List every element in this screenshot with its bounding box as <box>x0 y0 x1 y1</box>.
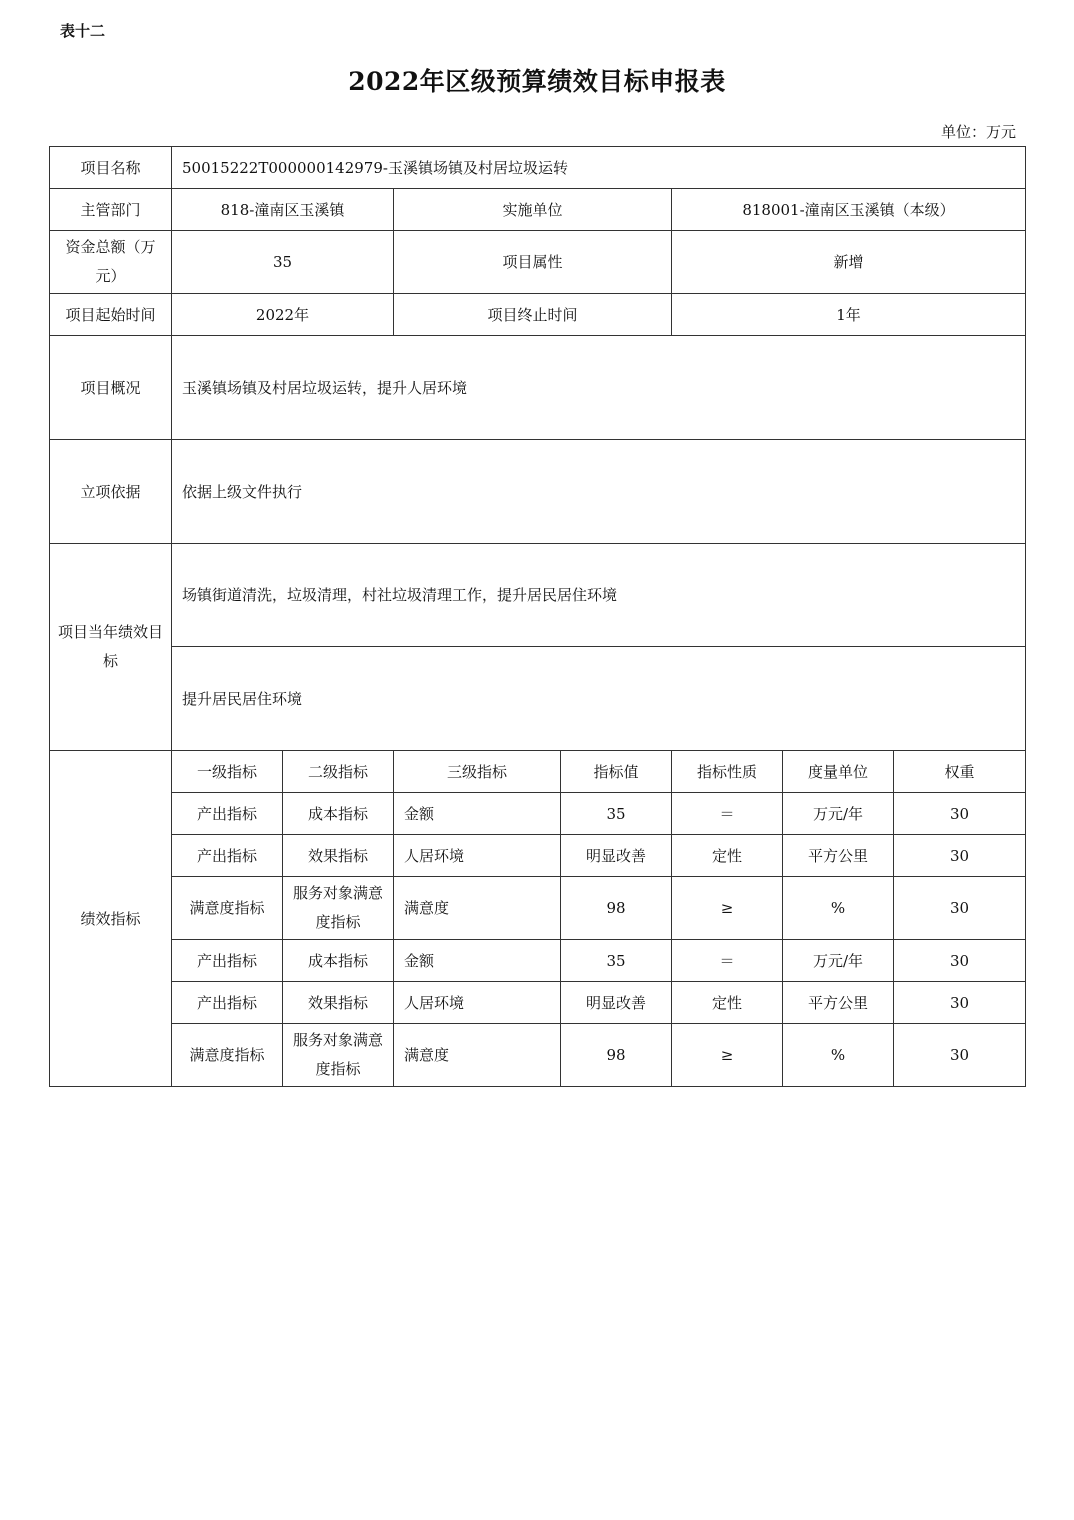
indicator-level3: 金额 <box>394 793 561 835</box>
table-row <box>50 940 1026 982</box>
indicator-weight: 30 <box>894 982 1026 1024</box>
header-level3: 三级指标 <box>394 751 561 793</box>
dept-value: 818-潼南区玉溪镇 <box>172 189 394 231</box>
table-row <box>50 793 1026 835</box>
table-row <box>50 982 1026 1024</box>
impl-unit-value: 818001-潼南区玉溪镇（本级） <box>672 189 1026 231</box>
indicator-unit: 平方公里 <box>783 982 894 1024</box>
basis-value: 依据上级文件执行 <box>172 440 1026 544</box>
dept-label: 主管部门 <box>50 189 172 231</box>
indicator-value: 明显改善 <box>561 835 672 877</box>
goal-value-1: 场镇街道清洗，垃圾清理，村社垃圾清理工作，提升居民居住环境 <box>172 544 1026 647</box>
start-time-label: 项目起始时间 <box>50 294 172 336</box>
project-name-value: 50015222T000000142979-玉溪镇场镇及村居垃圾运转 <box>172 147 1026 189</box>
indicator-level3: 满意度 <box>394 1024 561 1087</box>
indicator-level3: 满意度 <box>394 877 561 940</box>
indicator-level2: 服务对象满意度指标 <box>283 1024 394 1087</box>
goal-value-2: 提升居民居住环境 <box>172 647 1026 751</box>
funds-label: 资金总额（万元） <box>50 231 172 294</box>
header-level2: 二级指标 <box>283 751 394 793</box>
indicator-unit: 万元/年 <box>783 793 894 835</box>
indicator-unit: 万元/年 <box>783 940 894 982</box>
overview-label: 项目概况 <box>50 336 172 440</box>
end-time-value: 1年 <box>672 294 1026 336</box>
indicator-level2: 效果指标 <box>283 982 394 1024</box>
indicator-nature: ＝ <box>672 793 783 835</box>
indicator-nature: 定性 <box>672 835 783 877</box>
start-time-value: 2022年 <box>172 294 394 336</box>
row-overview <box>50 336 1026 440</box>
indicator-level1: 产出指标 <box>172 835 283 877</box>
indicator-nature: ＝ <box>672 940 783 982</box>
indicator-weight: 30 <box>894 1024 1026 1087</box>
goal-label: 项目当年绩效目标 <box>50 544 172 751</box>
header-nature: 指标性质 <box>672 751 783 793</box>
page-title: 2022年区级预算绩效目标申报表 <box>348 67 726 96</box>
indicator-header-row <box>50 751 1026 793</box>
indicator-value: 35 <box>561 940 672 982</box>
indicator-level2: 服务对象满意度指标 <box>283 877 394 940</box>
table-row <box>50 835 1026 877</box>
row-project-name <box>50 147 1026 189</box>
indicator-level3: 人居环境 <box>394 835 561 877</box>
indicators-section-label: 绩效指标 <box>50 751 172 1087</box>
end-time-label: 项目终止时间 <box>394 294 672 336</box>
indicator-nature: 定性 <box>672 982 783 1024</box>
header-unit: 度量单位 <box>783 751 894 793</box>
unit-note: 单位：万元 <box>940 123 1016 141</box>
indicator-level1: 满意度指标 <box>172 877 283 940</box>
basis-label: 立项依据 <box>50 440 172 544</box>
row-funds <box>50 231 1026 294</box>
indicator-level1: 产出指标 <box>172 940 283 982</box>
indicator-level1: 满意度指标 <box>172 1024 283 1087</box>
header-value: 指标值 <box>561 751 672 793</box>
indicator-value: 35 <box>561 793 672 835</box>
header-weight: 权重 <box>894 751 1026 793</box>
row-period <box>50 294 1026 336</box>
indicator-value: 98 <box>561 1024 672 1087</box>
indicator-level2: 成本指标 <box>283 793 394 835</box>
indicator-nature: ≥ <box>672 877 783 940</box>
budget-performance-table <box>49 146 1026 1087</box>
indicator-level2: 效果指标 <box>283 835 394 877</box>
indicator-weight: 30 <box>894 793 1026 835</box>
indicator-unit: 平方公里 <box>783 835 894 877</box>
row-goal-1 <box>50 544 1026 647</box>
indicator-nature: ≥ <box>672 1024 783 1087</box>
indicator-level3: 人居环境 <box>394 982 561 1024</box>
indicator-weight: 30 <box>894 835 1026 877</box>
table-row <box>50 877 1026 940</box>
indicator-unit: % <box>783 877 894 940</box>
project-attr-value: 新增 <box>672 231 1026 294</box>
indicator-level3: 金额 <box>394 940 561 982</box>
indicator-weight: 30 <box>894 940 1026 982</box>
table-number-label: 表十二 <box>60 22 106 40</box>
table-row <box>50 1024 1026 1087</box>
overview-value: 玉溪镇场镇及村居垃圾运转，提升人居环境 <box>172 336 1026 440</box>
indicator-level2: 成本指标 <box>283 940 394 982</box>
indicator-level1: 产出指标 <box>172 982 283 1024</box>
indicator-unit: % <box>783 1024 894 1087</box>
row-basis <box>50 440 1026 544</box>
funds-value: 35 <box>172 231 394 294</box>
indicator-value: 明显改善 <box>561 982 672 1024</box>
project-attr-label: 项目属性 <box>394 231 672 294</box>
row-goal-2 <box>50 647 1026 751</box>
impl-unit-label: 实施单位 <box>394 189 672 231</box>
row-department <box>50 189 1026 231</box>
indicator-value: 98 <box>561 877 672 940</box>
project-name-label: 项目名称 <box>50 147 172 189</box>
header-level1: 一级指标 <box>172 751 283 793</box>
indicator-weight: 30 <box>894 877 1026 940</box>
indicator-level1: 产出指标 <box>172 793 283 835</box>
